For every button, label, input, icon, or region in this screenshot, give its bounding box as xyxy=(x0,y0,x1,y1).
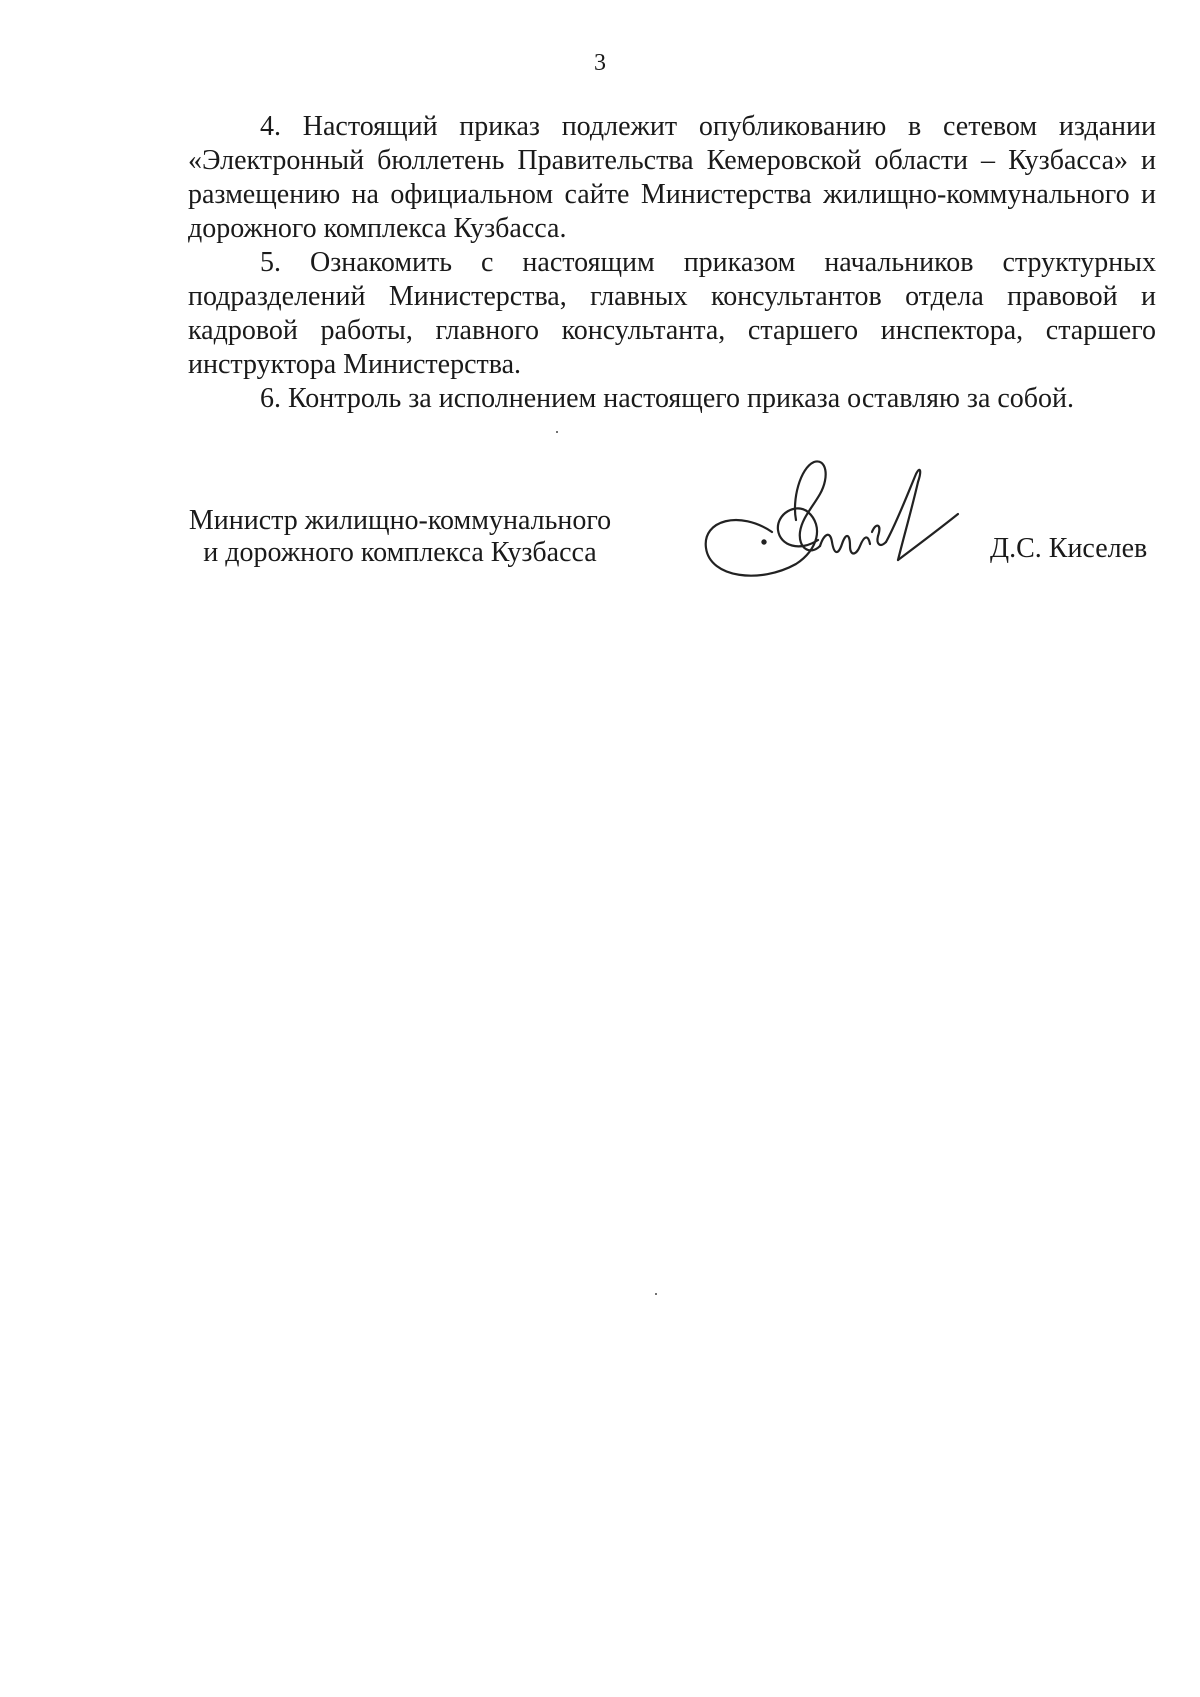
scan-speck xyxy=(655,1293,657,1295)
scan-speck xyxy=(556,431,558,433)
paragraph-5: 5. Ознакомить с настоящим приказом начальников структурных подразделений Министерства, главных консультантов отдела правовой и кадровой работы, главного консультанта, старшего инспектора, старшего инструктора Министерства. xyxy=(188,247,1156,380)
handwritten-signature xyxy=(700,460,990,590)
signatory-position xyxy=(180,505,620,569)
paragraph-4: 4. Настоящий приказ подлежит опубликованию в сетевом издании «Электронный бюллетень Правительства Кемеровской области – Кузбасса» и размещению на официальном сайте Министерства жилищно-коммунального и дорожного комплекса Кузбасса. xyxy=(188,111,1156,244)
page-number: 3 xyxy=(594,50,606,76)
document-body xyxy=(188,110,1156,416)
paragraph-6: 6. Контроль за исполнением настоящего приказа оставляю за собой. xyxy=(260,383,1075,414)
signer-name: Д.С. Киселев xyxy=(990,533,1148,564)
position-line-2: и дорожного комплекса Кузбасса xyxy=(203,537,597,568)
position-line-1: Министр жилищно-коммунального xyxy=(188,505,612,536)
